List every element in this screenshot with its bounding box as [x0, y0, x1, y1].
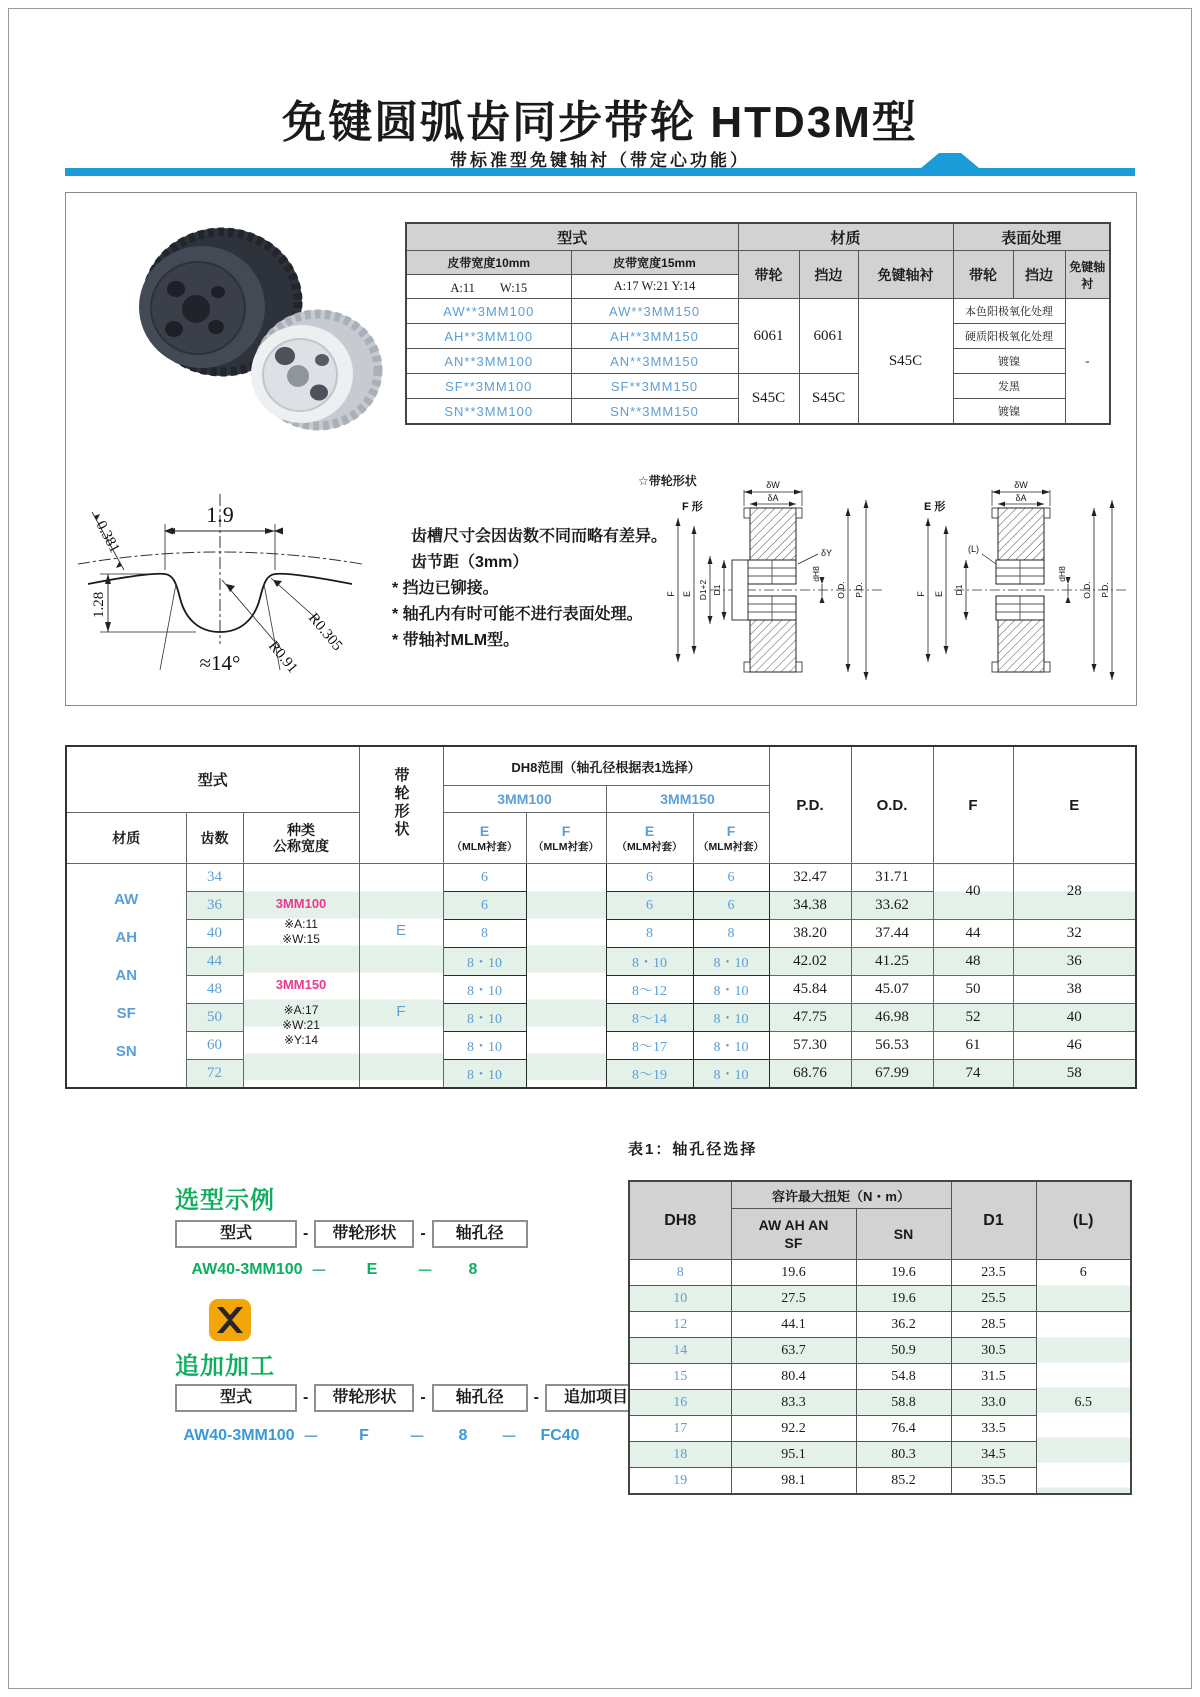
- dim-r-big: R0.91: [264, 638, 301, 677]
- format-box-bore: 轴孔径: [432, 1220, 528, 1248]
- pd-cell: 68.76: [769, 1060, 851, 1089]
- bore-range-cell: 8・10: [443, 1032, 526, 1060]
- teeth-cell: 36: [186, 892, 243, 920]
- dimension-table: [65, 745, 1137, 1089]
- torque-cell: 19.6: [856, 1260, 951, 1286]
- dh8-cell: 14: [629, 1338, 731, 1364]
- note-line: 齿节距（3mm）: [411, 554, 529, 571]
- dim-dy: δY: [821, 548, 833, 558]
- bore-range-cell: 8・10: [693, 1032, 769, 1060]
- dim-e: E: [934, 590, 944, 598]
- pd-cell: 34.38: [769, 892, 851, 920]
- teeth-header: 齿数: [186, 813, 243, 864]
- f-cell: 52: [933, 1004, 1013, 1032]
- bore-range-cell: 6: [443, 892, 526, 920]
- bore-range-cell: 8・10: [693, 1060, 769, 1089]
- dim-l: (L): [968, 544, 979, 554]
- pd-cell: 38.20: [769, 920, 851, 948]
- bore-range-cell: 8・10: [606, 948, 693, 976]
- e-cell: 38: [1013, 976, 1136, 1004]
- model-cell: AW**3MM100: [406, 299, 571, 324]
- col-pulley-surface: 带轮: [953, 251, 1013, 299]
- surface-treatment: 本色阳极氧化处理: [953, 299, 1065, 324]
- model-cell: AW**3MM150: [571, 299, 738, 324]
- bore-range-cell: 6: [606, 864, 693, 892]
- accent-bar: [65, 146, 1135, 180]
- col-bushing-surface: 免键轴衬: [1065, 251, 1110, 299]
- torque-cell: 85.2: [856, 1468, 951, 1495]
- teeth-cell: 50: [186, 1004, 243, 1032]
- pd-header: P.D.: [769, 746, 851, 864]
- dim-f: F: [666, 591, 676, 597]
- e-cell: 58: [1013, 1060, 1136, 1089]
- dh8-cell: 15: [629, 1364, 731, 1390]
- notes-block: [392, 524, 667, 654]
- model-cell: AN**3MM100: [406, 349, 571, 374]
- bore-range-cell: 8・10: [693, 976, 769, 1004]
- bore-range-cell: 8～17: [606, 1032, 693, 1060]
- f-cell: 48: [933, 948, 1013, 976]
- d1-cell: 25.5: [951, 1286, 1036, 1312]
- e-shape-drawing: [902, 478, 1134, 700]
- model-cell: SF**3MM100: [406, 374, 571, 399]
- series-3mm100-header: 3MM100: [443, 786, 606, 813]
- bore-selection-table: [628, 1180, 1132, 1495]
- dim-f: F: [916, 591, 926, 597]
- dim-od: O.D.: [836, 581, 846, 599]
- e-mlm-header: E （MLM衬套）: [606, 813, 693, 864]
- torque-cell: 19.6: [856, 1286, 951, 1312]
- surface-treatment: 镀镍: [953, 399, 1065, 425]
- material-bushing: S45C: [858, 299, 953, 425]
- pd-cell: 47.75: [769, 1004, 851, 1032]
- e-cell: 36: [1013, 948, 1136, 976]
- torque-cell: 80.4: [731, 1364, 856, 1390]
- torque-cell: 83.3: [731, 1390, 856, 1416]
- torque-cell: 19.6: [731, 1260, 856, 1286]
- bore-range-cell: 8～19: [606, 1060, 693, 1089]
- format-box-shape: 带轮形状: [314, 1384, 414, 1412]
- dh8-cell: 12: [629, 1312, 731, 1338]
- pd-cell: 42.02: [769, 948, 851, 976]
- e-shape-label: E 形: [924, 501, 946, 513]
- col-flange: 挡边: [799, 251, 858, 299]
- model-cell: AH**3MM100: [406, 324, 571, 349]
- od-cell: 31.71: [851, 864, 933, 892]
- page-title: 免键圆弧齿同步带轮 HTD3M型: [282, 98, 918, 147]
- page-subtitle: 带标准型免键轴衬（带定心功能）: [450, 151, 750, 170]
- bore-range-cell: 6: [443, 864, 526, 892]
- bore-range-cell: 8～12: [606, 976, 693, 1004]
- bore-range-cell: 8: [693, 920, 769, 948]
- e-cell: 40: [1013, 1004, 1136, 1032]
- material-pulley: 6061: [738, 299, 799, 374]
- surface-bushing: -: [1065, 299, 1110, 425]
- dim-r-small: R0.305: [304, 610, 346, 655]
- dh8-range-header: DH8范围（轴孔径根据表1选择）: [443, 746, 769, 786]
- spec-table: [405, 222, 1111, 425]
- model-cell: SF**3MM150: [571, 374, 738, 399]
- dim-od: O.D.: [1082, 581, 1092, 599]
- belt15-dims: A:17 W:21 Y:14: [571, 275, 738, 299]
- material-header: 材质: [66, 813, 186, 864]
- e-mlm-header: E （MLM衬套）: [443, 813, 526, 864]
- bore-range-empty-column: [526, 864, 606, 1089]
- torque-cell: 54.8: [856, 1364, 951, 1390]
- dim-dw: δW: [1014, 480, 1028, 490]
- material-list: AW AH AN SF SN: [66, 864, 186, 1089]
- series-3mm150-header: 3MM150: [606, 786, 769, 813]
- d1-cell: 34.5: [951, 1442, 1036, 1468]
- l-header: (L): [1036, 1181, 1131, 1260]
- dim-da: δA: [767, 493, 779, 503]
- d1-cell: 23.5: [951, 1260, 1036, 1286]
- teeth-cell: 34: [186, 864, 243, 892]
- dim-d1: D1: [712, 584, 722, 596]
- f-shape-drawing: [652, 478, 892, 700]
- dim-dh8: dH8: [811, 566, 821, 582]
- e-cell: 32: [1013, 920, 1136, 948]
- col-flange-surface: 挡边: [1013, 251, 1065, 299]
- pd-cell: 57.30: [769, 1032, 851, 1060]
- dim-pitch-width: 1.9: [206, 502, 234, 527]
- torque-cell: 36.2: [856, 1312, 951, 1338]
- material-flange: 6061: [799, 299, 858, 374]
- spec-type-header: 型式: [406, 223, 738, 251]
- dim-da: δA: [1015, 493, 1027, 503]
- model-cell: SN**3MM150: [571, 399, 738, 425]
- note-line: * 轴孔内有时可能不进行表面处理。: [392, 606, 643, 623]
- selection-example-value: AW40-3MM100 － E － 8: [191, 1260, 478, 1280]
- material-flange: S45C: [799, 374, 858, 425]
- bore-range-cell: 8・10: [443, 948, 526, 976]
- f-cell: 50: [933, 976, 1013, 1004]
- table-row: [629, 1260, 1131, 1286]
- selection-example-title: 选型示例: [175, 1187, 275, 1214]
- d1-cell: 31.5: [951, 1364, 1036, 1390]
- dim-d1: D1: [954, 584, 964, 596]
- bore-range-cell: 8・10: [693, 948, 769, 976]
- bore-range-cell: 8: [443, 920, 526, 948]
- torque-cell: 50.9: [856, 1338, 951, 1364]
- bore-range-cell: 6: [606, 892, 693, 920]
- dh8-cell: 19: [629, 1468, 731, 1495]
- f-cell: 40: [933, 864, 1013, 920]
- kind-column: 3MM100 ※A:11 ※W:15 3MM150 ※A:17 ※W:21 ※Y:14: [243, 864, 359, 1089]
- table-row: [629, 1181, 1131, 1209]
- product-photo: [90, 210, 390, 440]
- od-cell: 56.53: [851, 1032, 933, 1060]
- torque-cell: 63.7: [731, 1338, 856, 1364]
- dh8-cell: 18: [629, 1442, 731, 1468]
- dim-offset: 0.381: [92, 518, 123, 556]
- od-cell: 41.25: [851, 948, 933, 976]
- dim-d1p2: D1+2: [698, 579, 708, 601]
- od-cell: 33.62: [851, 892, 933, 920]
- surface-treatment: 发黑: [953, 374, 1065, 399]
- d1-cell: 30.5: [951, 1338, 1036, 1364]
- bore-range-cell: 6: [693, 892, 769, 920]
- col-bushing: 免键轴衬: [858, 251, 953, 299]
- f-header: F: [933, 746, 1013, 864]
- pd-cell: 32.47: [769, 864, 851, 892]
- format-box-type: 型式: [175, 1384, 297, 1412]
- l-cell: 6.5: [1036, 1312, 1131, 1495]
- model-cell: SN**3MM100: [406, 399, 571, 425]
- teeth-cell: 44: [186, 948, 243, 976]
- additional-processing-title: 追加加工: [175, 1353, 275, 1380]
- dh8-cell: 17: [629, 1416, 731, 1442]
- belt10-header: 皮带宽度10mm: [406, 251, 571, 275]
- od-cell: 67.99: [851, 1060, 933, 1089]
- torque-cell: 80.3: [856, 1442, 951, 1468]
- torque-group2-header: SN: [856, 1209, 951, 1260]
- note-line: * 带轴衬MLM型。: [392, 632, 520, 649]
- format-box-bore: 轴孔径: [432, 1384, 528, 1412]
- note-line: * 挡边已铆接。: [392, 580, 499, 597]
- d1-cell: 28.5: [951, 1312, 1036, 1338]
- f-mlm-header: F （MLM衬套）: [693, 813, 769, 864]
- od-cell: 45.07: [851, 976, 933, 1004]
- dh8-cell: 16: [629, 1390, 731, 1416]
- note-line: 齿槽尺寸会因齿数不同而略有差异。: [411, 528, 668, 545]
- od-header: O.D.: [851, 746, 933, 864]
- additional-processing-icon: [208, 1298, 252, 1342]
- teeth-cell: 40: [186, 920, 243, 948]
- shape-column: E F: [359, 864, 443, 1089]
- torque-header: 容许最大扭矩（N・m）: [731, 1181, 951, 1209]
- type-header: 型式: [66, 746, 359, 813]
- bore-range-cell: 8・10: [693, 1004, 769, 1032]
- material-pulley: S45C: [738, 374, 799, 425]
- teeth-cell: 48: [186, 976, 243, 1004]
- d1-cell: 33.5: [951, 1416, 1036, 1442]
- belt15-header: 皮带宽度15mm: [571, 251, 738, 275]
- col-pulley: 带轮: [738, 251, 799, 299]
- teeth-cell: 72: [186, 1060, 243, 1089]
- bore-range-cell: 8・10: [443, 1004, 526, 1032]
- table-row: [406, 374, 1110, 399]
- table-row: [629, 1312, 1131, 1338]
- dh8-cell: 10: [629, 1286, 731, 1312]
- torque-cell: 58.8: [856, 1390, 951, 1416]
- d1-cell: 35.5: [951, 1468, 1036, 1495]
- dim-e: E: [682, 590, 692, 598]
- f-cell: 74: [933, 1060, 1013, 1089]
- torque-cell: 98.1: [731, 1468, 856, 1495]
- torque-cell: 76.4: [856, 1416, 951, 1442]
- teeth-cell: 60: [186, 1032, 243, 1060]
- torque-cell: 92.2: [731, 1416, 856, 1442]
- pd-cell: 45.84: [769, 976, 851, 1004]
- torque-cell: 95.1: [731, 1442, 856, 1468]
- shape-section-title: ☆带轮形状: [638, 474, 697, 488]
- format-box-type: 型式: [175, 1220, 297, 1248]
- spec-material-header: 材质: [738, 223, 953, 251]
- d1-header: D1: [951, 1181, 1036, 1260]
- model-cell: AN**3MM150: [571, 349, 738, 374]
- d1-cell: 33.0: [951, 1390, 1036, 1416]
- format-box-shape: 带轮形状: [314, 1220, 414, 1248]
- od-cell: 37.44: [851, 920, 933, 948]
- f-mlm-header: F （MLM衬套）: [526, 813, 606, 864]
- dim-pd: P.D.: [854, 582, 864, 598]
- torque-cell: 27.5: [731, 1286, 856, 1312]
- kind-header: 种类 公称宽度: [243, 813, 359, 864]
- table-row: [406, 251, 1110, 275]
- belt10-dims: A:11 W:15: [406, 275, 571, 299]
- bore-range-cell: 8～14: [606, 1004, 693, 1032]
- bore-range-cell: 6: [693, 864, 769, 892]
- od-cell: 46.98: [851, 1004, 933, 1032]
- e-cell: 28: [1013, 864, 1136, 920]
- f-cell: 61: [933, 1032, 1013, 1060]
- additional-format-row: 型式 - 带轮形状 - 轴孔径 - 追加项目: [175, 1384, 647, 1412]
- table-row: [406, 223, 1110, 251]
- dh8-cell: 8: [629, 1260, 731, 1286]
- torque-cell: 44.1: [731, 1312, 856, 1338]
- bore-range-cell: 8・10: [443, 976, 526, 1004]
- f-shape-label: F 形: [682, 501, 703, 513]
- format-box-extra: 追加项目: [545, 1384, 647, 1412]
- surface-treatment: 硬质阳极氧化处理: [953, 324, 1065, 349]
- shape-column-header: 带轮形状: [359, 746, 443, 864]
- table1-caption: 表1：轴孔径选择: [628, 1141, 758, 1158]
- torque-group1-header: AW AH AN SF: [731, 1209, 856, 1260]
- dim-dw: δW: [766, 480, 780, 490]
- additional-example-value: AW40-3MM100 － F － 8 － FC40: [183, 1426, 580, 1446]
- table-row: [66, 864, 1136, 892]
- tooth-profile-drawing: [70, 432, 370, 692]
- e-cell: 46: [1013, 1032, 1136, 1060]
- dim-dh8: dH8: [1057, 566, 1067, 582]
- model-cell: AH**3MM150: [571, 324, 738, 349]
- f-cell: 44: [933, 920, 1013, 948]
- selection-format-row: 型式 - 带轮形状 - 轴孔径: [175, 1220, 528, 1248]
- bore-range-cell: 8: [606, 920, 693, 948]
- dh8-header: DH8: [629, 1181, 731, 1260]
- dim-angle: ≈14°: [199, 651, 241, 675]
- table-row: [406, 299, 1110, 324]
- surface-treatment: 镀镍: [953, 349, 1065, 374]
- table-row: [66, 746, 1136, 786]
- bore-range-cell: 8・10: [443, 1060, 526, 1089]
- l-cell: 6: [1036, 1260, 1131, 1312]
- dim-pd: P.D.: [1100, 582, 1110, 598]
- spec-surface-header: 表面处理: [953, 223, 1110, 251]
- e-header: E: [1013, 746, 1136, 864]
- dim-depth: 1.28: [91, 591, 107, 618]
